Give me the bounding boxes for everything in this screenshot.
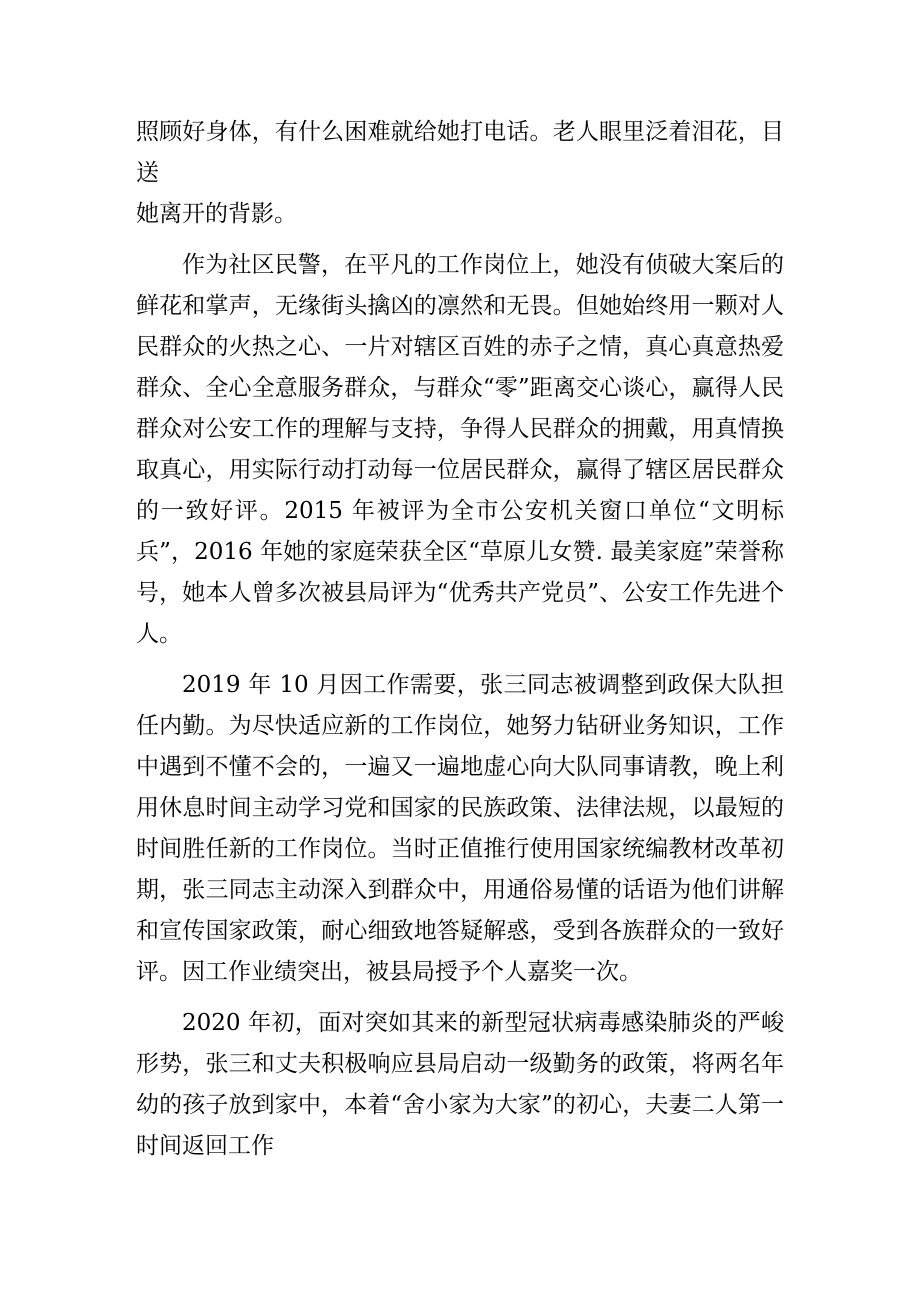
text-line: 区“草原儿女赞. 最美家庭”荣誉称号，她本人曾多次被县局评为“优 bbox=[136, 539, 784, 606]
text-line: 火热之心、一片对辖区百姓的赤子之情，真心真意热爱群众、全心全 bbox=[136, 334, 785, 401]
text-line: 中，用通俗易懂的话语为他们讲解和宣传国家政策，耐心细致地答疑 bbox=[136, 877, 785, 944]
text-line: 她离开的背影。 bbox=[136, 201, 297, 227]
text-line: 打动每一位居民群众，赢得了辖区居民群众的一致好评。2015 年被 bbox=[136, 457, 785, 524]
text-line: 2020 年初，面对突如其来的新型冠状病毒感染肺炎的严峻形势， bbox=[136, 1010, 784, 1077]
text-line: 嘉奖一次。 bbox=[527, 959, 642, 985]
paragraph-3 bbox=[136, 665, 784, 993]
text-line: 的理解与支持，争得人民群众的拥戴，用真情换取真心，用实际行动 bbox=[136, 416, 785, 483]
text-line: 到家中，本着“舍小家为大家”的初心，夫妻二人第一时间返回工作 bbox=[136, 1092, 784, 1159]
paragraph-4 bbox=[136, 1003, 784, 1167]
document-body bbox=[136, 112, 784, 1177]
text-line: 会的，一遍又一遍地虚心向大队同事请教，晚上利用休息时间主动学 bbox=[136, 754, 785, 821]
text-line: 和掌声，无缘街头擒凶的凛然和无畏。但她始终用一颗对人民群众的 bbox=[136, 293, 785, 360]
paragraph-1 bbox=[136, 112, 784, 235]
text-line: 意服务群众，与群众“零”距离交心谈心，赢得人民群众对公安工作 bbox=[136, 375, 784, 442]
text-line: 秀共产党员”、公安工作先进个人。 bbox=[136, 580, 784, 647]
text-line: 2019 年 10 月因工作需要，张三同志被调整到政保大队担任内勤。 bbox=[136, 672, 784, 739]
text-line: 解惑，受到各族群众的一致好评。因工作业绩突出，被县局授予个人 bbox=[136, 918, 785, 985]
text-line: 当时正值推行使用国家统编教材改革初期，张三同志主动深入到群众 bbox=[136, 836, 785, 903]
paragraph-2 bbox=[136, 245, 784, 655]
text-line: 张三和丈夫积极响应县局启动一级勤务的政策，将两名年幼的孩子放 bbox=[136, 1051, 785, 1118]
text-line: 习党和国家的民族政策、法律法规，以最短的时间胜任新的工作岗位。 bbox=[136, 795, 785, 862]
text-line: 为尽快适应新的工作岗位，她努力钻研业务知识，工作中遇到不懂不 bbox=[136, 713, 785, 780]
text-line: 照顾好身体，有什么困难就给她打电话。老人眼里泛着泪花，目送 bbox=[136, 119, 784, 186]
text-line: 评为全市公安机关窗口单位“文明标兵”，2016 年她的家庭荣获全 bbox=[136, 498, 784, 565]
text-line: 作为社区民警，在平凡的工作岗位上，她没有侦破大案后的鲜花 bbox=[136, 252, 784, 319]
